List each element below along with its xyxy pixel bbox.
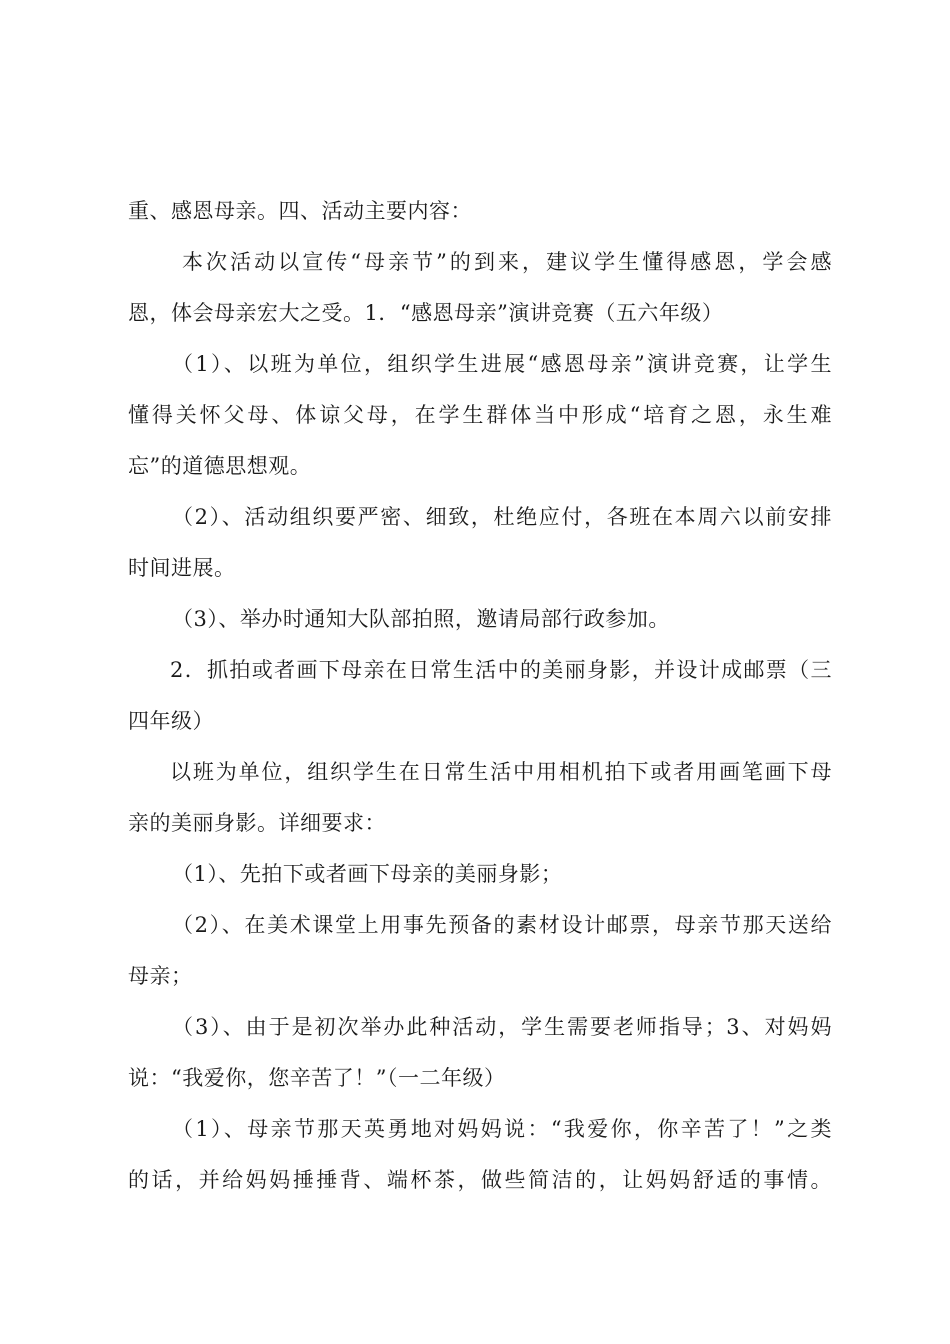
text-line: 忘”的道德思想观。 xyxy=(128,454,312,478)
text-line: 说：“我爱你，您辛苦了！”（一二年级） xyxy=(128,1066,506,1090)
paragraph-line: （1）、先拍下或者画下母亲的美丽身影； xyxy=(172,862,563,886)
paragraph-line: 本次活动以宣传“母亲节”的到来，建议学生懂得感恩，学会感 xyxy=(182,250,832,274)
paragraph-line: （2）、活动组织要严密、细致，杜绝应付，各班在本周六以前安排 xyxy=(172,505,832,529)
text-line: 亲的美丽身影。详细要求： xyxy=(128,811,386,835)
document-body xyxy=(128,186,832,1206)
text-line: 恩，体会母亲宏大之受。1．“感恩母亲”演讲竞赛（五六年级） xyxy=(128,301,724,325)
paragraph-line: （2）、在美术课堂上用事先预备的素材设计邮票，母亲节那天送给 xyxy=(172,913,832,937)
paragraph-line: （1）、母亲节那天英勇地对妈妈说：“我爱你，你辛苦了！”之类 xyxy=(172,1117,832,1141)
paragraph-line: 以班为单位，组织学生在日常生活中用相机拍下或者用画笔画下母 xyxy=(170,760,832,784)
text-line: 懂得关怀父母、体谅父母，在学生群体当中形成“培育之恩，永生难 xyxy=(128,403,832,427)
text-line: 四年级） xyxy=(128,709,214,733)
paragraph-line: （3）、由于是初次举办此种活动，学生需要老师指导；3、对妈妈 xyxy=(172,1015,832,1039)
section-heading-line: 2．抓拍或者画下母亲在日常生活中的美丽身影，并设计成邮票（三 xyxy=(170,658,832,682)
text-line: 时间进展。 xyxy=(128,556,236,580)
text-line: 重、感恩母亲。四、活动主要内容： xyxy=(128,199,472,223)
paragraph-line: （1）、以班为单位，组织学生进展“感恩母亲”演讲竞赛，让学生 xyxy=(172,352,832,376)
text-line: 的话，并给妈妈捶捶背、端杯茶，做些简洁的，让妈妈舒适的事情。 xyxy=(128,1168,832,1192)
text-line: 母亲； xyxy=(128,964,193,988)
paragraph-line: （3）、举办时通知大队部拍照，邀请局部行政参加。 xyxy=(172,607,670,631)
